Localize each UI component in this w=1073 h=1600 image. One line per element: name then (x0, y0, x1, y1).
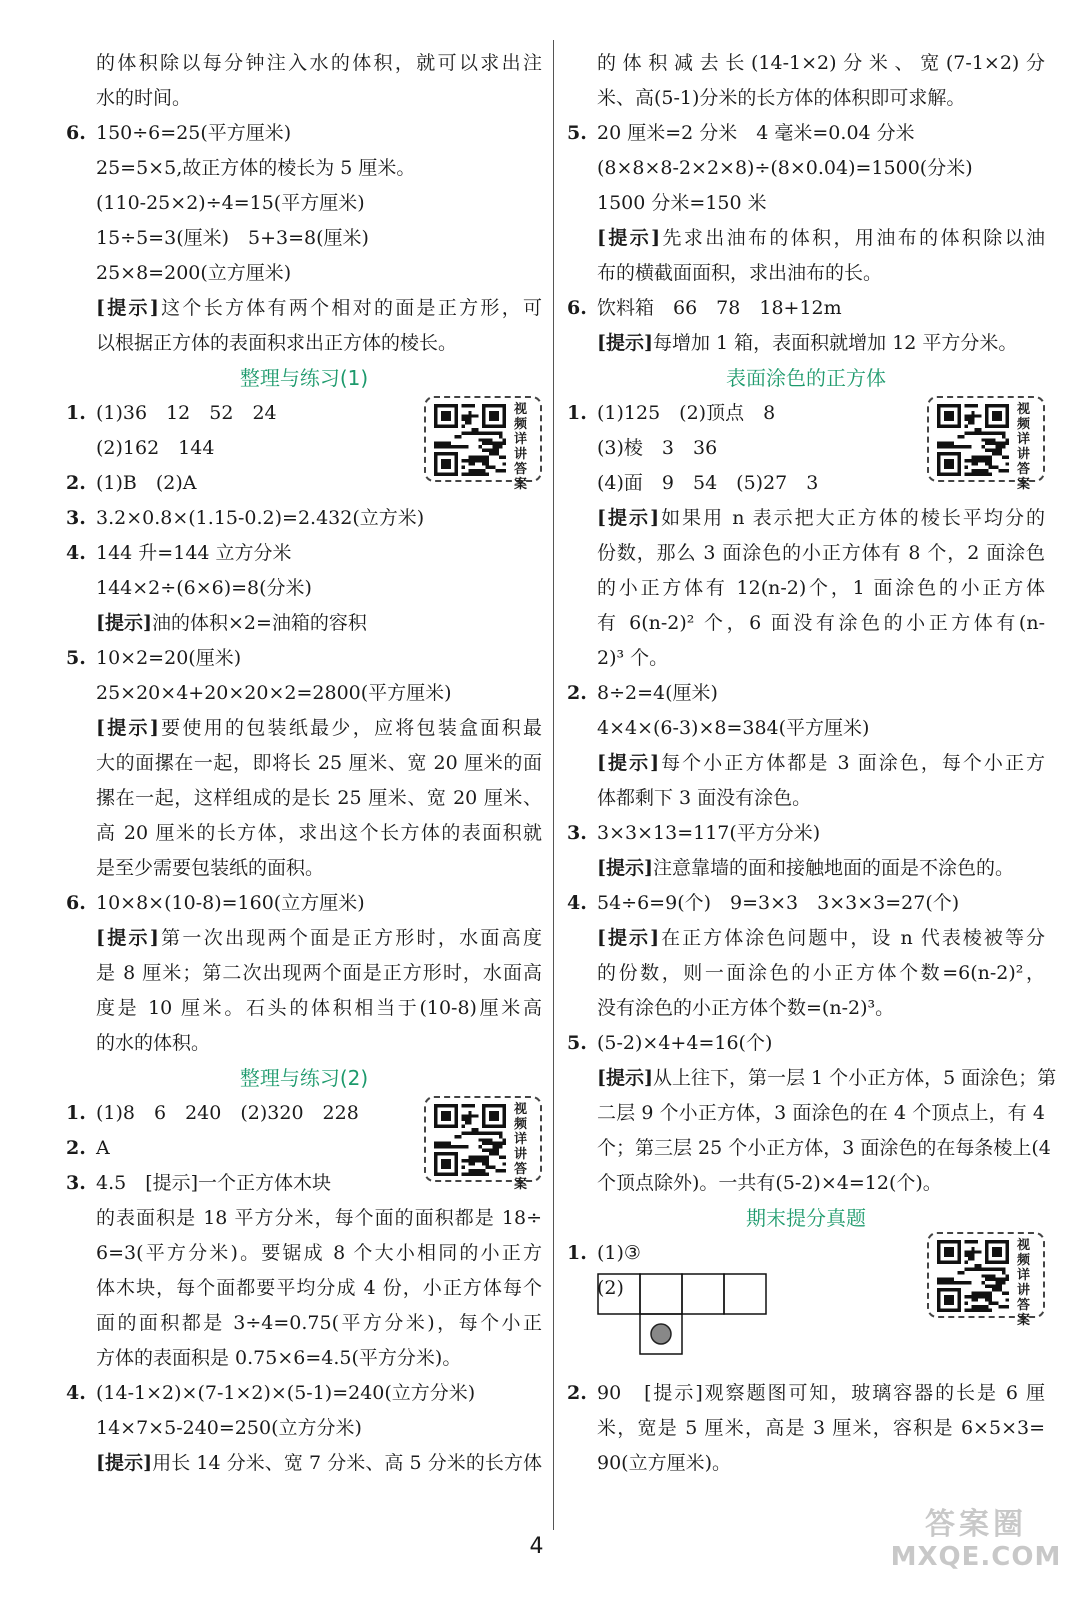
line-text: 面的面积都是 3÷4=0.75(平方分米)，每个小正 (96, 1312, 542, 1334)
question-line (66, 536, 542, 571)
section-heading: 期末提分真题 (746, 1206, 866, 1230)
video-qr-code[interactable] (927, 396, 1045, 492)
line-text: 没有涂色的小正方体个数=(n-2)³。 (597, 997, 895, 1019)
line-text: (14-1×2)×(7-1×2)×(5-1)=240(立方分米) (96, 1382, 476, 1404)
line-text: 2)³ 个。 (597, 647, 669, 669)
line-text: 6=3(平方分米)。要锯成 8 个大小相同的小正方 (96, 1242, 542, 1264)
line-text: 144×2÷(6×6)=8(分米) (96, 577, 312, 599)
text-line (567, 221, 1045, 256)
text-line (567, 921, 1045, 956)
question-number: 3. (567, 822, 587, 844)
line-text: 高 20 厘米的长方体，求出这个长方体的表面积就 (96, 822, 542, 844)
text-line (567, 326, 1045, 361)
text-line (66, 1341, 542, 1376)
text-line (66, 991, 542, 1026)
text-line (567, 571, 1045, 606)
watermark (890, 1508, 1062, 1572)
text-line (567, 536, 1045, 571)
question-number: 2. (66, 1137, 86, 1159)
text-line (567, 1411, 1045, 1446)
line-text: 体都剩下 3 面没有涂色。 (597, 787, 812, 809)
line-text: 14×7×5-240=250(立方分米) (96, 1417, 362, 1439)
question-line (66, 501, 542, 536)
line-text: 每个小正方体都是 3 面涂色，每个小正方 (659, 752, 1046, 774)
text-line (66, 256, 542, 291)
line-text: 90(立方厘米)。 (597, 1452, 732, 1474)
line-text: (1)125 (2)顶点 8 (597, 402, 776, 424)
line-text: 144 升=144 立方分米 (96, 542, 292, 564)
text-line (66, 676, 542, 711)
line-text: (1)③ (597, 1242, 641, 1264)
hint-label: [提示] (597, 752, 660, 774)
text-line (66, 921, 542, 956)
text-line (66, 571, 542, 606)
question-number: 1. (567, 402, 587, 424)
question-line (66, 886, 542, 921)
line-text: 15÷5=3(厘米) 5+3=8(厘米) (96, 227, 369, 249)
section-heading: 整理与练习(2) (239, 1066, 369, 1090)
line-text: 20 厘米=2 分米 4 毫米=0.04 分米 (597, 122, 915, 144)
question-number: 4. (66, 1382, 86, 1404)
text-line (567, 151, 1045, 186)
text-line (66, 291, 542, 326)
qr-label: 视频详讲答案 (1017, 1238, 1031, 1328)
line-text: 的体积除以每分钟注入水的体积，就可以求出注 (96, 52, 542, 74)
line-text: 的表面积是 18 平方分米，每个面的面积都是 18÷ (96, 1207, 542, 1229)
line-text: 的体积减去长(14-1×2)分米、宽(7-1×2)分 (597, 52, 1045, 74)
line-text: 在正方体涂色问题中，设 n 代表棱被等分 (659, 927, 1045, 949)
question-line (567, 291, 1045, 326)
line-text: 布的横截面面积，求出油布的长。 (597, 262, 883, 284)
question-number: 2. (567, 1382, 587, 1404)
video-qr-code[interactable] (927, 1232, 1045, 1328)
question-number: 3. (66, 507, 86, 529)
line-text: 方体的表面积是 0.75×6=4.5(平方分米)。 (96, 1347, 462, 1369)
text-line (66, 1306, 542, 1341)
question-line (567, 1026, 1045, 1061)
hint-label: [提示] (96, 297, 159, 319)
text-line (567, 501, 1045, 536)
line-text: 如果用 n 表示把大正方体的棱长平均分的 (659, 507, 1045, 529)
text-line (567, 1446, 1045, 1481)
text-line (66, 606, 542, 641)
text-line (567, 746, 1045, 781)
line-text: 的小正方体有 12(n-2)个，1 面涂色的小正方体 (597, 577, 1045, 599)
question-line (567, 1376, 1045, 1411)
line-text: 份数，那么 3 面涂色的小正方体有 8 个，2 面涂色 (597, 542, 1045, 564)
hint-label: [提示] (96, 717, 159, 739)
section-heading: 表面涂色的正方体 (726, 366, 886, 390)
text-line (567, 781, 1045, 816)
line-text: 是 8 厘米；第二次出现两个面是正方形时，水面高 (96, 962, 542, 984)
question-line (66, 1376, 542, 1411)
line-text: 90 [提示]观察题图可知，玻璃容器的长是 6 厘 (597, 1382, 1045, 1404)
question-line (66, 116, 542, 151)
text-line (567, 851, 1045, 886)
line-text: 个顶点除外)。一共有(5-2)×4=12(个)。 (597, 1172, 942, 1194)
line-text: 25×8=200(立方厘米) (96, 262, 292, 284)
line-text: 每增加 1 箱，表面积就增加 12 平方分米。 (652, 332, 1018, 354)
line-text: 要使用的包装纸最少，应将包装盒面积最 (158, 717, 542, 739)
line-text: 8÷2=4(厘米) (597, 682, 718, 704)
text-line (66, 956, 542, 991)
question-number: 4. (567, 892, 587, 914)
question-number: 1. (66, 1102, 86, 1124)
line-text: 这个长方体有两个相对的面是正方形，可 (158, 297, 542, 319)
line-text: 第一次出现两个面是正方形时，水面高度 (158, 927, 542, 949)
text-line (66, 1271, 542, 1306)
text-line (66, 1201, 542, 1236)
line-text: 米、高(5-1)分米的长方体的体积即可求解。 (597, 87, 966, 109)
hint-label: [提示] (96, 1452, 153, 1474)
text-line (66, 851, 542, 886)
text-line (66, 1411, 542, 1446)
text-line (66, 1026, 542, 1061)
question-number: 3. (66, 1172, 86, 1194)
text-line (567, 1131, 1051, 1166)
question-number: 1. (567, 1242, 587, 1264)
text-line (66, 81, 542, 116)
text-line (66, 326, 542, 361)
question-line (567, 116, 1045, 151)
left-column (66, 46, 542, 1481)
question-line (567, 816, 1045, 851)
section-heading: 整理与练习(1) (239, 366, 369, 390)
video-qr-code[interactable] (424, 396, 542, 492)
text-line (567, 1341, 1045, 1376)
line-text: (2)162 144 (96, 437, 215, 459)
line-text: 油的体积×2=油箱的容积 (151, 612, 367, 634)
text-line (66, 816, 542, 851)
question-number: 4. (66, 542, 86, 564)
line-text: 1500 分米=150 米 (597, 192, 767, 214)
hint-label: [提示] (597, 227, 661, 249)
text-line (66, 151, 542, 186)
line-text: 水的时间。 (96, 87, 192, 109)
text-line (66, 46, 542, 81)
text-line (567, 81, 1045, 116)
hint-label: [提示] (597, 927, 660, 949)
hint-label: [提示] (597, 1067, 653, 1089)
line-text: 大的面摞在一起，即将长 25 厘米、宽 20 厘米的面 (96, 752, 542, 774)
qr-label: 视频详讲答案 (514, 1102, 528, 1192)
line-text: 度是 10 厘米。石头的体积相当于(10-8)厘米高 (96, 997, 542, 1019)
text-line (567, 1166, 1045, 1201)
line-text: 摞在一起，这样组成的是长 25 厘米、宽 20 厘米、 (96, 787, 542, 809)
text-line (567, 46, 1045, 81)
video-qr-code[interactable] (424, 1096, 542, 1192)
text-line (66, 1236, 542, 1271)
hint-label: [提示] (597, 332, 653, 354)
line-text: 个；第三层 25 个小正方体，3 面涂色的在每条棱上(4 (597, 1137, 1051, 1159)
qr-label: 视频详讲答案 (1017, 402, 1031, 492)
text-line (66, 746, 542, 781)
text-line (66, 781, 542, 816)
text-line (567, 956, 1045, 991)
text-line (567, 991, 1045, 1026)
page-number: 4 (529, 1534, 544, 1559)
line-text: 的份数，则一面涂色的小正方体个数=6(n-2)²， (597, 962, 1045, 984)
line-text: 饮料箱 66 78 18+12m (597, 297, 842, 319)
question-number: 2. (567, 682, 587, 704)
line-text: (2) (597, 1277, 624, 1299)
text-line (567, 186, 1045, 221)
question-line (567, 676, 1045, 711)
line-text: 25×20×4+20×20×2=2800(平方厘米) (96, 682, 452, 704)
line-text: 54÷6=9(个) 9=3×3 3×3×3=27(个) (597, 892, 960, 914)
question-number: 5. (66, 647, 86, 669)
watermark-line1: 答案圈 (925, 1507, 1027, 1542)
text-line (66, 1446, 542, 1481)
line-text: 150÷6=25(平方厘米) (96, 122, 292, 144)
line-text: 注意靠墙的面和接触地面的面是不涂色的。 (652, 857, 1014, 879)
text-line (567, 1096, 1045, 1131)
hint-label: [提示] (597, 857, 653, 879)
right-column (567, 46, 1057, 1481)
hint-label: [提示] (96, 612, 152, 634)
line-text: (4)面 9 54 (5)27 3 (597, 472, 819, 494)
question-number: 6. (66, 122, 86, 144)
line-text: 25=5×5,故正方体的棱长为 5 厘米。 (96, 157, 416, 179)
line-text: 10×8×(10-8)=160(立方厘米) (96, 892, 365, 914)
line-text: (1)B (2)A (96, 472, 197, 494)
line-text: (5-2)×4+4=16(个) (597, 1032, 773, 1054)
text-line (567, 711, 1045, 746)
text-line (567, 256, 1045, 291)
question-number: 2. (66, 472, 86, 494)
line-text: 10×2=20(厘米) (96, 647, 242, 669)
line-text: 米，宽是 5 厘米，高是 3 厘米，容积是 6×5×3= (597, 1417, 1045, 1439)
line-text: 从上往下，第一层 1 个小正方体，5 面涂色；第 (652, 1067, 1057, 1089)
line-text: 4.5 [提示]一个正方体木块 (96, 1172, 332, 1194)
column-divider (553, 40, 554, 1530)
hint-label: [提示] (96, 927, 159, 949)
line-text: A (96, 1137, 110, 1159)
line-text: 体木块，每个面都要平均分成 4 份，小正方体每个 (96, 1277, 542, 1299)
text-line (66, 186, 542, 221)
text-line (567, 641, 1045, 676)
line-text: (110-25×2)÷4=15(平方厘米) (96, 192, 365, 214)
text-line (567, 606, 1045, 641)
line-text: 3×3×13=117(平方分米) (597, 822, 821, 844)
line-text: 有 6(n-2)² 个，6 面没有涂色的小正方体有(n- (597, 612, 1045, 634)
question-line (66, 641, 542, 676)
watermark-line2: MXQE.COM (890, 1542, 1062, 1572)
line-text: 用长 14 分米、宽 7 分米、高 5 分米的长方体 (152, 1452, 542, 1474)
line-text: (1)36 12 52 24 (96, 402, 277, 424)
line-text: 二层 9 个小正方体，3 面涂色的在 4 个顶点上，有 4 (597, 1102, 1045, 1124)
question-line (567, 886, 1045, 921)
question-number: 5. (567, 122, 587, 144)
text-line (66, 221, 542, 256)
line-text: 4×4×(6-3)×8=384(平方厘米) (597, 717, 870, 739)
question-number: 6. (567, 297, 587, 319)
line-text: (8×8×8-2×2×8)÷(8×0.04)=1500(分米) (597, 157, 973, 179)
question-number: 5. (567, 1032, 587, 1054)
text-line (66, 711, 542, 746)
question-number: 6. (66, 892, 86, 914)
text-line (567, 1061, 1057, 1096)
qr-label: 视频详讲答案 (514, 402, 528, 492)
line-text: 先求出油布的体积，用油布的体积除以油 (660, 227, 1045, 249)
line-text: 3.2×0.8×(1.15-0.2)=2.432(立方米) (96, 507, 425, 529)
line-text: 的水的体积。 (96, 1032, 211, 1054)
question-number: 1. (66, 402, 86, 424)
line-text: 是至少需要包装纸的面积。 (96, 857, 325, 879)
hint-label: [提示] (597, 507, 660, 529)
line-text: (1)8 6 240 (2)320 228 (96, 1102, 359, 1124)
line-text: (3)棱 3 36 (597, 437, 718, 459)
line-text: 以根据正方体的表面积求出正方体的棱长。 (96, 332, 458, 354)
